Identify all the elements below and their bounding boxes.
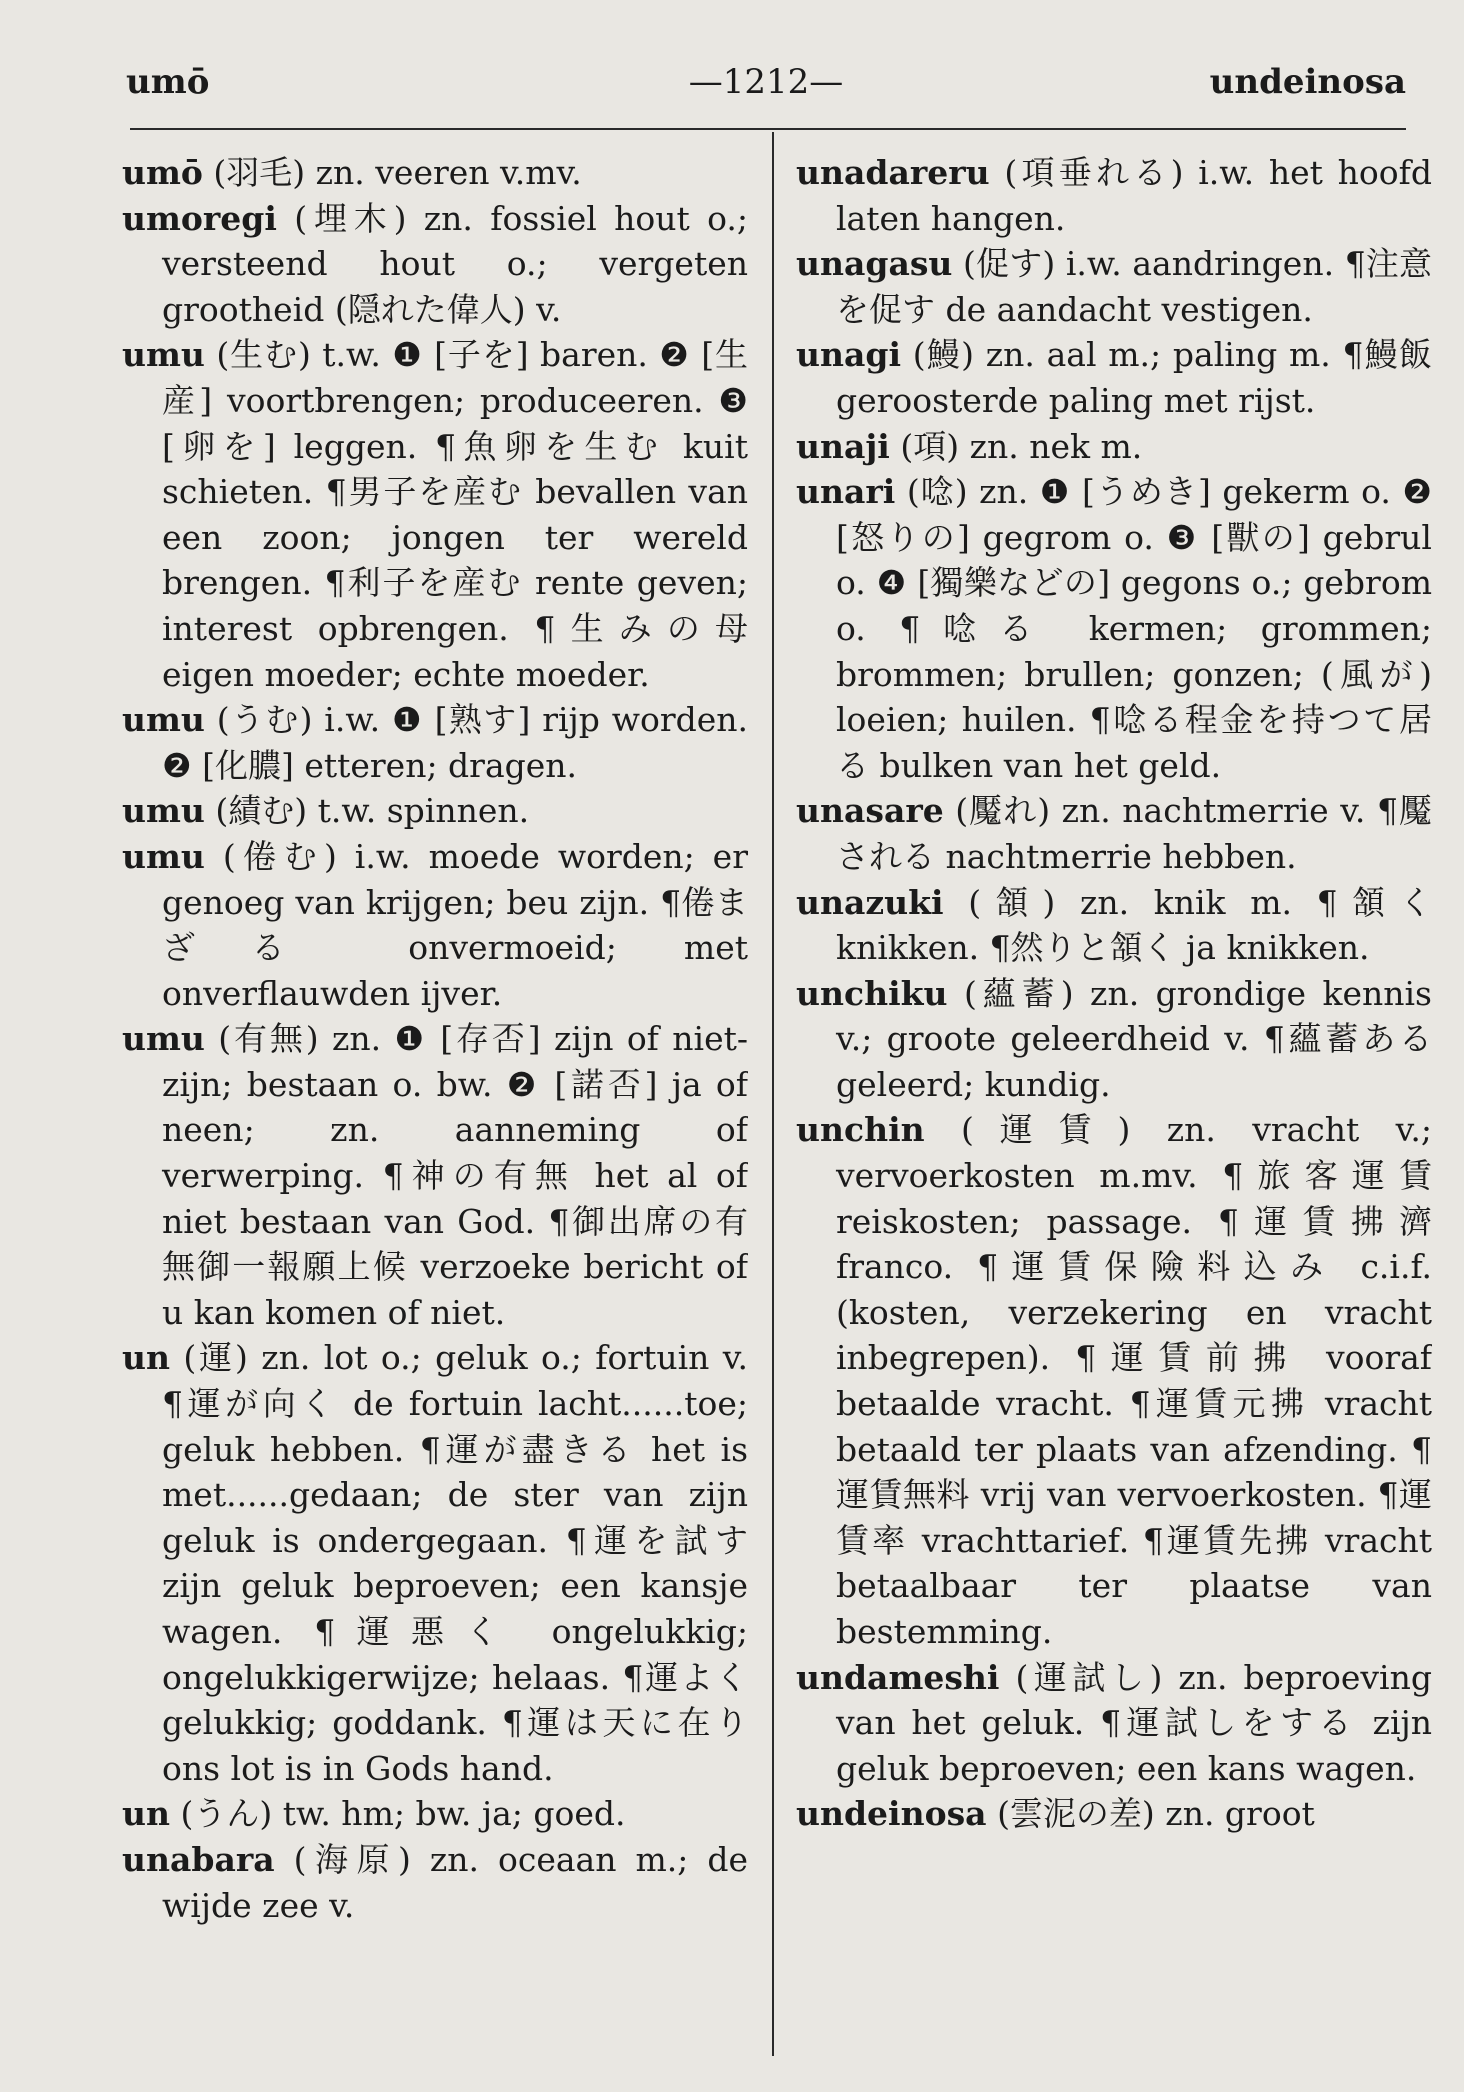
headword: undeinosa <box>796 1794 987 1834</box>
entry-text: (倦む) i.w. moede worden; er genoeg van krijgen; beu zijn. ¶倦まざる onvermoeid; met onverflauwden ijver. <box>162 836 748 1013</box>
header-rule <box>130 128 1406 130</box>
dictionary-entry <box>122 1791 748 1837</box>
headword: undameshi <box>796 1657 1000 1697</box>
entry-text: (海原) zn. oceaan m.; de wijde zee v. <box>162 1839 748 1925</box>
headword: unabara <box>122 1839 275 1879</box>
page-number: —1212— <box>688 62 844 102</box>
entry-text: (運試し) zn. beproeving van het geluk. ¶運試しをする zijn geluk beproeven; een kans wagen. <box>836 1657 1432 1788</box>
dictionary-entry <box>122 834 748 1016</box>
dictionary-entry <box>122 1016 748 1335</box>
dictionary-entry <box>796 469 1432 788</box>
headword: umu <box>122 1019 205 1059</box>
headword: umu <box>122 700 205 740</box>
entry-text: (唸) zn. ❶ [うめき] gekerm o. ❷ [怒りの] gegrom o. ❸ [獸の] gebrul o. ❹ [獨樂などの] gegons o.; gebrom o. ¶唸る kermen; grommen; brommen; brullen; gonzen; (風が) loeien; huilen. ¶唸る程金を持つて居る bulken van het geld. <box>836 472 1432 785</box>
dictionary-entry <box>122 788 748 834</box>
entry-text: (羽毛) zn. veeren v.mv. <box>213 153 582 192</box>
dictionary-entry <box>796 1791 1432 1837</box>
headword: un <box>122 1338 170 1378</box>
headword: umō <box>122 153 203 192</box>
entry-text: (運) zn. lot o.; geluk o.; fortuin v. ¶運が向く de fortuin lacht......toe; geluk hebben. ¶運が盡きる het is met......gedaan; de ster van zijn geluk is ondergegaan. ¶運を試す zijn geluk beproeven; een kansje wagen. ¶運悪く ongelukkig; ongelukkigerwijze; helaas. ¶運よく gelukkig; goddank. ¶運は天に在り ons lot is in Gods hand. <box>162 1338 748 1788</box>
dictionary-entry <box>122 697 748 788</box>
header-right-headword: undeinosa <box>1209 62 1406 102</box>
entry-text: (うむ) i.w. ❶ [熟す] rijp worden. ❷ [化膿] etteren; dragen. <box>162 700 748 785</box>
headword: umoregi <box>122 198 277 238</box>
header-left-headword: umō <box>126 62 210 102</box>
entry-text: (雲泥の差) zn. groot <box>997 1794 1315 1834</box>
right-column <box>796 150 1432 2052</box>
dictionary-entry <box>122 1335 748 1791</box>
dictionary-entry <box>796 971 1432 1108</box>
entry-text: (運賃) zn. vracht v.; vervoerkosten m.mv. ¶旅客運賃 reiskosten; passage. ¶運賃拂濟 franco. ¶運賃保險料込み c.i.f. (kosten, verzekering en vracht inbegrepen). ¶運賃前拂 vooraf betaalde vracht. ¶運賃元拂 vracht betaald ter plaats van afzending. ¶運賃無料 vrij van vervoerkosten. ¶運賃率 vrachttarief. ¶運賃先拂 vracht betaalbaar ter plaatse van bestemming. <box>836 1110 1432 1651</box>
entry-text: (うん) tw. hm; bw. ja; goed. <box>180 1794 626 1834</box>
entry-text: (鰻) zn. aal m.; paling m. ¶鰻飯 geroosterde paling met rijst. <box>836 335 1432 420</box>
left-column <box>122 150 748 2052</box>
entry-text: (績む) t.w. spinnen. <box>215 791 530 831</box>
dictionary-entry <box>796 241 1432 332</box>
entry-text: (項垂れる) i.w. het hoofd laten hangen. <box>836 153 1432 238</box>
dictionary-entry <box>796 150 1432 241</box>
dictionary-entry <box>122 196 748 333</box>
dictionary-entry <box>796 1655 1432 1792</box>
entry-text: (項) zn. nek m. <box>900 426 1143 466</box>
dictionary-entry <box>796 788 1432 879</box>
dictionary-entry <box>796 1107 1432 1654</box>
headword: unaji <box>796 426 890 466</box>
dictionary-entry <box>796 424 1432 470</box>
dictionary-entry <box>796 332 1432 423</box>
dictionary-entry <box>122 150 748 196</box>
entry-text: (頷) zn. knik m. ¶頷く knikken. ¶然りと頷く ja knikken. <box>836 882 1432 968</box>
headword: unazuki <box>796 882 944 922</box>
entry-text: (有無) zn. ❶ [存否] zijn of niet-zijn; bestaan o. bw. ❷ [諾否] ja of neen; zn. aanneming of verwerping. ¶神の有無 het al of niet bestaan van God. ¶御出席の有無御一報願上候 verzoeke bericht of u kan komen of niet. <box>162 1019 748 1332</box>
entry-text: (促す) i.w. aandringen. ¶注意を促す de aandacht vestigen. <box>836 244 1432 329</box>
headword: umu <box>122 836 205 876</box>
entry-text: (生む) t.w. ❶ [子を] baren. ❷ [生産] voortbrengen; produceeren. ❸ [卵を] leggen. ¶魚卵を生む kuit schieten. ¶男子を産む bevallen van een zoon; jongen ter wereld brengen. ¶利子を産む rente geven; interest opbrengen. ¶生みの母 eigen moeder; echte moeder. <box>162 335 748 694</box>
entry-text: (魘れ) zn. nachtmerrie v. ¶魘される nachtmerrie hebben. <box>836 791 1432 876</box>
page-header <box>126 62 1406 122</box>
headword: unadareru <box>796 153 990 192</box>
headword: umu <box>122 791 205 831</box>
headword: umu <box>122 335 205 375</box>
headword: unari <box>796 472 896 512</box>
entry-text: (蘊蓄) zn. grondige kennis v.; groote geleerdheid v. ¶蘊蓄ある geleerd; kundig. <box>836 973 1432 1104</box>
headword: unchiku <box>796 973 948 1013</box>
dictionary-entry <box>796 880 1432 971</box>
dictionary-entry <box>122 332 748 697</box>
headword: unasare <box>796 791 944 831</box>
dictionary-entry <box>122 1837 748 1928</box>
headword: unagi <box>796 335 901 375</box>
headword: un <box>122 1794 170 1834</box>
headword: unagasu <box>796 244 953 284</box>
entry-text: (埋木) zn. fossiel hout o.; versteend hout o.; vergeten grootheid (隠れた偉人) v. <box>162 198 748 329</box>
column-divider <box>772 132 774 2056</box>
headword: unchin <box>796 1110 925 1150</box>
